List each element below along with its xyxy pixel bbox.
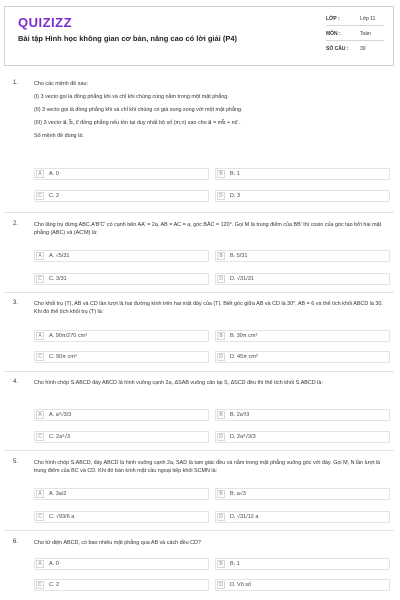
question-line: Cho lăng trụ đứng ABC.A'B'C' có cạnh bên AA' = 2a, AB = AC = a, góc BÂC = 120°. Gọi M là trung điểm của BB' thì cosin của góc tạo bởi hai mặt phẳng (ABC) và (AC'M) là:	[34, 222, 382, 236]
question-text	[34, 300, 384, 316]
option-text: B. 1	[230, 171, 240, 177]
option-text: B. 1	[230, 561, 240, 567]
subject-row	[326, 31, 371, 37]
meta-divider	[326, 40, 384, 41]
option-text: D. 45π cm³	[230, 354, 258, 360]
question-count-row	[326, 46, 366, 52]
option-d[interactable]	[215, 190, 390, 202]
subject-value: Toán	[360, 31, 371, 37]
option-text: A. 0	[49, 561, 59, 567]
question-line: (III) 3 vectơ a⃗, b⃗, c⃗ đồng phẳng nếu tồn tại duy nhất bộ số (m,n) sao cho a⃗ = mb⃗ + nc⃗ .	[34, 120, 241, 126]
question-count-label: SỐ CÂU :	[326, 46, 349, 52]
option-d[interactable]	[215, 579, 390, 591]
option-b[interactable]	[215, 558, 390, 570]
option-d[interactable]	[215, 511, 390, 523]
question-line: Cho các mệnh đề sau:	[34, 81, 88, 87]
option-d[interactable]	[215, 431, 390, 443]
option-letter: C	[36, 513, 44, 521]
question-line: Cho hình chóp S.ABCD đáy ABCD là hình vuông cạnh 2a, ΔSAB vuông cân tại S, ΔSCD đều thì thể tích khối S.ABCD là:	[34, 380, 323, 386]
option-a[interactable]	[34, 488, 209, 500]
option-text: D. √31/31	[230, 276, 254, 282]
question-divider	[4, 371, 394, 372]
option-text: C. √93/6 a	[49, 514, 75, 520]
option-letter: C	[36, 275, 44, 283]
option-a[interactable]	[34, 409, 209, 421]
option-text: D. Vô số	[230, 582, 252, 588]
question-text	[34, 221, 384, 237]
class-label: LỚP :	[326, 16, 340, 22]
meta-divider	[326, 25, 384, 26]
option-letter: A	[36, 332, 44, 340]
option-b[interactable]	[215, 250, 390, 262]
option-b[interactable]	[215, 168, 390, 180]
question-line: Cho khối trụ (T), AB và CD lần lượt là hai đường kính trên hai mặt đáy của (T). Biết góc giữa AB và CD là 30°, AB = 6 và thể tích khối ABCD là 30. Khi đó thể tích khối trụ (T) là:	[34, 301, 383, 315]
question-count-value: 30	[360, 46, 366, 52]
question-divider	[4, 450, 394, 451]
option-letter: A	[36, 560, 44, 568]
option-text: A. 90π/270 cm³	[49, 333, 88, 339]
option-letter: B	[217, 252, 225, 260]
option-letter: D	[217, 513, 225, 521]
option-a[interactable]	[34, 250, 209, 262]
option-text: A. a³√3/3	[49, 412, 72, 418]
option-d[interactable]	[215, 351, 390, 363]
option-letter: A	[36, 490, 44, 498]
option-letter: B	[217, 560, 225, 568]
option-text: B. 30π cm³	[230, 333, 258, 339]
option-letter: D	[217, 275, 225, 283]
option-letter: B	[217, 490, 225, 498]
question-line: (I) 3 vecto gọi là đồng phẳng khi và chỉ khi chúng cùng nằm trong một mặt phẳng.	[34, 94, 229, 100]
option-text: D. 2a³√3/3	[230, 434, 256, 440]
option-text: B. 5/31	[230, 253, 248, 259]
question-text	[34, 379, 384, 387]
option-text: C. 2a³√3	[49, 434, 71, 440]
option-letter: B	[217, 411, 225, 419]
option-c[interactable]	[34, 190, 209, 202]
option-text: A. 3a/2	[49, 491, 67, 497]
page-title: Bài tập Hình học không gian cơ bản, nâng cao có lời giải (P4)	[18, 34, 238, 43]
option-c[interactable]	[34, 579, 209, 591]
question-divider	[4, 292, 394, 293]
option-text: D. √31/12 a	[230, 514, 259, 520]
option-c[interactable]	[34, 511, 209, 523]
option-b[interactable]	[215, 330, 390, 342]
option-letter: D	[217, 581, 225, 589]
option-text: A. 0	[49, 171, 59, 177]
option-text: B. 2a³/3	[230, 412, 250, 418]
option-text: C. 90π cm³	[49, 354, 77, 360]
option-letter: C	[36, 581, 44, 589]
question-divider	[4, 212, 394, 213]
subject-label: MÔN :	[326, 31, 341, 37]
option-letter: C	[36, 353, 44, 361]
option-letter: B	[217, 170, 225, 178]
option-b[interactable]	[215, 488, 390, 500]
option-text: C. 3/31	[49, 276, 67, 282]
question-divider	[4, 530, 394, 531]
question-text	[34, 80, 384, 140]
option-a[interactable]	[34, 168, 209, 180]
option-b[interactable]	[215, 409, 390, 421]
option-text: C. 2	[49, 193, 60, 199]
question-text	[34, 539, 384, 547]
option-letter: A	[36, 411, 44, 419]
option-a[interactable]	[34, 558, 209, 570]
question-number: 4.	[13, 379, 19, 385]
option-text: A. √5/31	[49, 253, 70, 259]
class-value: Lớp 11	[360, 16, 376, 22]
question-number: 3.	[13, 300, 19, 306]
question-number: 1.	[13, 80, 19, 86]
option-text: C. 2	[49, 582, 60, 588]
question-line: (II) 3 vecto gọi là đồng phẳng khi và chỉ khi chúng có giá song song với một mặt phẳng.	[34, 107, 243, 113]
question-number: 2.	[13, 221, 19, 227]
option-letter: B	[217, 332, 225, 340]
option-c[interactable]	[34, 351, 209, 363]
option-c[interactable]	[34, 273, 209, 285]
quizizz-logo: QUIZIZZ	[18, 15, 73, 30]
option-text: D. 3	[230, 193, 241, 199]
question-text	[34, 459, 384, 475]
option-d[interactable]	[215, 273, 390, 285]
option-a[interactable]	[34, 330, 209, 342]
option-letter: D	[217, 353, 225, 361]
option-c[interactable]	[34, 431, 209, 443]
option-letter: D	[217, 192, 225, 200]
option-letter: D	[217, 433, 225, 441]
option-letter: C	[36, 433, 44, 441]
option-letter: C	[36, 192, 44, 200]
class-row	[326, 16, 375, 22]
question-number: 6.	[13, 539, 19, 545]
option-text: B. a√3	[230, 491, 246, 497]
question-number: 5.	[13, 459, 19, 465]
question-line: Số mệnh đề đúng là:	[34, 133, 84, 139]
question-line: Cho tứ diện ABCD, có bao nhiêu mặt phẳng qua AB và cách đều CD?	[34, 540, 201, 546]
option-letter: A	[36, 252, 44, 260]
question-line: Cho hình chóp S.ABCD, đáy ABCD là hình vuông cạnh 2a, SAD là tam giác đều và nằm trong mặt phẳng vuông góc với đáy. Gọi M, N lần lượt là trung điểm của BC và CD. Khi đó bán kính mặt cầu ngoại tiếp khối SCMN là:	[34, 460, 381, 474]
option-letter: A	[36, 170, 44, 178]
